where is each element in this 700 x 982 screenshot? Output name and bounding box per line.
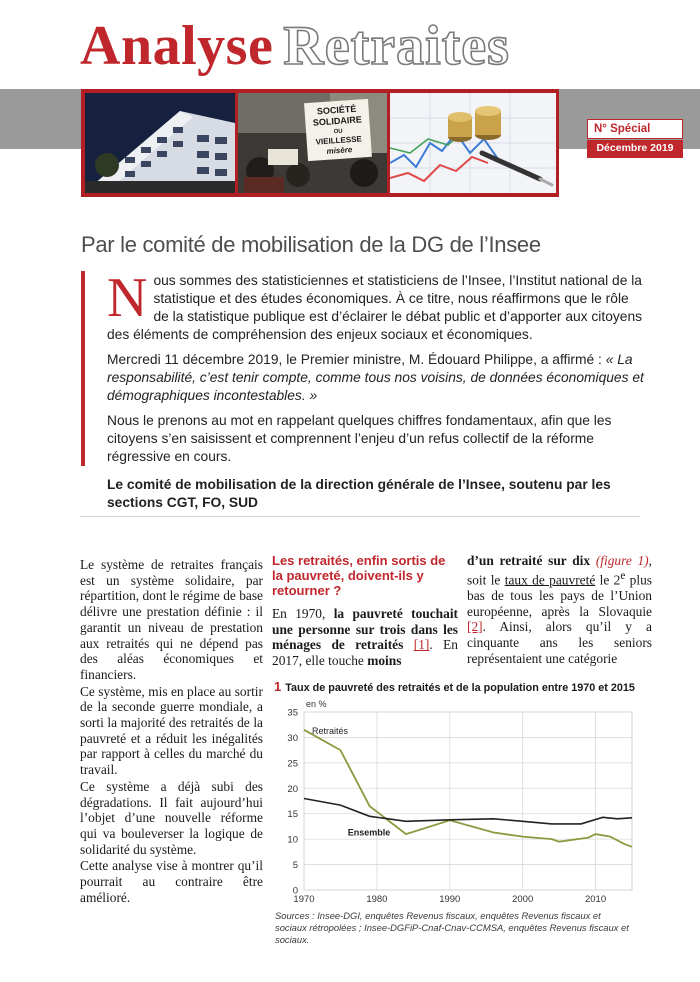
x-tick-label: 1970 <box>293 894 315 905</box>
y-tick-label: 0 <box>292 885 298 897</box>
masthead <box>80 14 640 77</box>
sign-line-3: OU <box>333 128 343 136</box>
issue-label-badge: N° Spécial <box>587 119 683 139</box>
col1-paragraph-4: Cette analyse vise à montrer qu’il pourrait au contraire être amélioré. <box>80 858 263 905</box>
col1-paragraph-3: Ce système a déjà subi des dégradations. Il fait aujourd’hui l’objet d’une nouvelle réforme qui va bouleverser la logique de solidarité du système. <box>80 778 263 857</box>
y-tick-label: 20 <box>287 783 298 795</box>
column-2 <box>272 553 458 669</box>
dropcap: N <box>107 267 148 329</box>
col3-paragraph: d’un retraité sur dix (figure 1), soit le taux de pauvreté le 2e plus bas de tous les pays de l’Union européenne, après la Slovaquie [2]. Ainsi, alors qu’il y a cinquante ans les seniors représentaient une catégorie <box>467 553 652 666</box>
figure-title: 1 Taux de pauvreté des retraités et de la population entre 1970 et 2015 <box>274 679 635 694</box>
issue-date-badge: Décembre 2019 <box>587 140 683 158</box>
sign-line-4: VIEILLESSE <box>315 134 363 147</box>
protest-photo <box>238 93 387 193</box>
byline: Par le comité de mobilisation de la DG de l’Insee <box>81 232 541 257</box>
poverty-rate-chart <box>270 694 650 906</box>
coins-chart-photo <box>390 93 556 193</box>
x-tick-label: 1990 <box>439 894 461 905</box>
y-axis-unit: en % <box>306 699 327 709</box>
figure-reference[interactable]: (figure 1) <box>595 553 649 568</box>
sign-line-2: SOLIDAIRE <box>312 114 363 128</box>
intro-paragraph-2: Mercredi 11 décembre 2019, le Premier ministre, M. Édouard Philippe, a affirmé : « La responsabilité, c’est tenir compte, comme tous nos voisins, de données économiques et démographiques incontestables. » <box>107 352 644 403</box>
y-tick-label: 10 <box>287 834 298 846</box>
signature: Le comité de mobilisation de la direction générale de l’Insee, soutenu par les sections CGT, FO, SUD <box>107 477 611 510</box>
series-label-ensemble: Ensemble <box>347 827 391 838</box>
section-heading: Les retraités, enfin sortis de la pauvreté, doivent-ils y retourner ? <box>272 553 446 598</box>
reference-link-2[interactable]: [2] <box>467 619 483 635</box>
x-tick-label: 2000 <box>512 894 534 905</box>
sign-line-1: SOCIÉTÉ <box>316 103 357 117</box>
intro-paragraph-1: Nous sommes des statisticiennes et statisticiens de l’Insee, l’Institut national de la statistique et des études économiques. À ce titre, nous réaffirmons que le rôle de la statistique publique est d’éclairer le débat public et d’apporter aux citoyens des éléments de compréhension des enjeux sociaux et économiques. <box>107 267 643 342</box>
col1-paragraph-1: Le système de retraites français est un système solidaire, par répartition, dont le régime de base délivre une prestation définie : il garantit un niveau de prestation aux retraités qui ne dépend pas des aléas économiques et financiers. <box>80 557 263 682</box>
plot-area <box>304 712 632 890</box>
y-tick-label: 25 <box>287 758 298 770</box>
column-1 <box>80 557 263 906</box>
column-3 <box>467 553 652 666</box>
col1-paragraph-2: Ce système, mis en place au sortir de la seconde guerre mondiale, a sorti la majorité des retraités de la pauvreté et a réduit les inégalités par rapport à celles du marché du travail. <box>80 683 263 778</box>
intro-paragraph-3: Nous le prenons au mot en rappelant quelques chiffres fondamentaux, afin que les citoyens s’en saisissent et comprennent l’enjeu d’un refus collectif de la réforme régressive en cours. <box>107 413 612 464</box>
pm-quote: « La responsabilité, c’est tenir compte, comme tous nos voisins, de données économiques et démographiques incontestables. » <box>107 352 644 403</box>
header-photo-strip <box>81 89 559 197</box>
sign-line-5: misère <box>326 145 353 156</box>
divider <box>80 516 640 517</box>
intro-text <box>107 267 647 473</box>
x-tick-label: 1980 <box>366 894 388 905</box>
figure-source: Sources : Insee-DGI, enquêtes Revenus fiscaux, enquêtes Revenus fiscaux et sociaux rétropolées ; Insee-DGFiP-Cnaf-Cnav-CCMSA, enquêtes Revenus fiscaux et sociaux. <box>275 910 629 945</box>
y-tick-label: 5 <box>292 860 298 872</box>
col2-paragraph: En 1970, la pauvreté touchait une personne sur trois dans les ménages de retraités [1]. En 2017, elle touche moins <box>272 606 459 669</box>
y-tick-label: 30 <box>287 732 298 744</box>
intro-accent-bar <box>81 271 85 466</box>
figure-number: 1 <box>274 679 282 694</box>
x-tick-label: 2010 <box>584 894 607 905</box>
reference-link-1[interactable]: [1] <box>413 637 430 653</box>
masthead-retraites: Retraites <box>283 15 510 77</box>
poverty-rate-link[interactable]: taux de pauvreté <box>504 572 596 588</box>
building-photo <box>85 93 235 193</box>
series-label-retraites: Retraités <box>312 725 349 736</box>
masthead-analyse: Analyse <box>80 15 274 77</box>
y-tick-label: 15 <box>287 809 298 821</box>
y-tick-label: 35 <box>287 707 298 719</box>
